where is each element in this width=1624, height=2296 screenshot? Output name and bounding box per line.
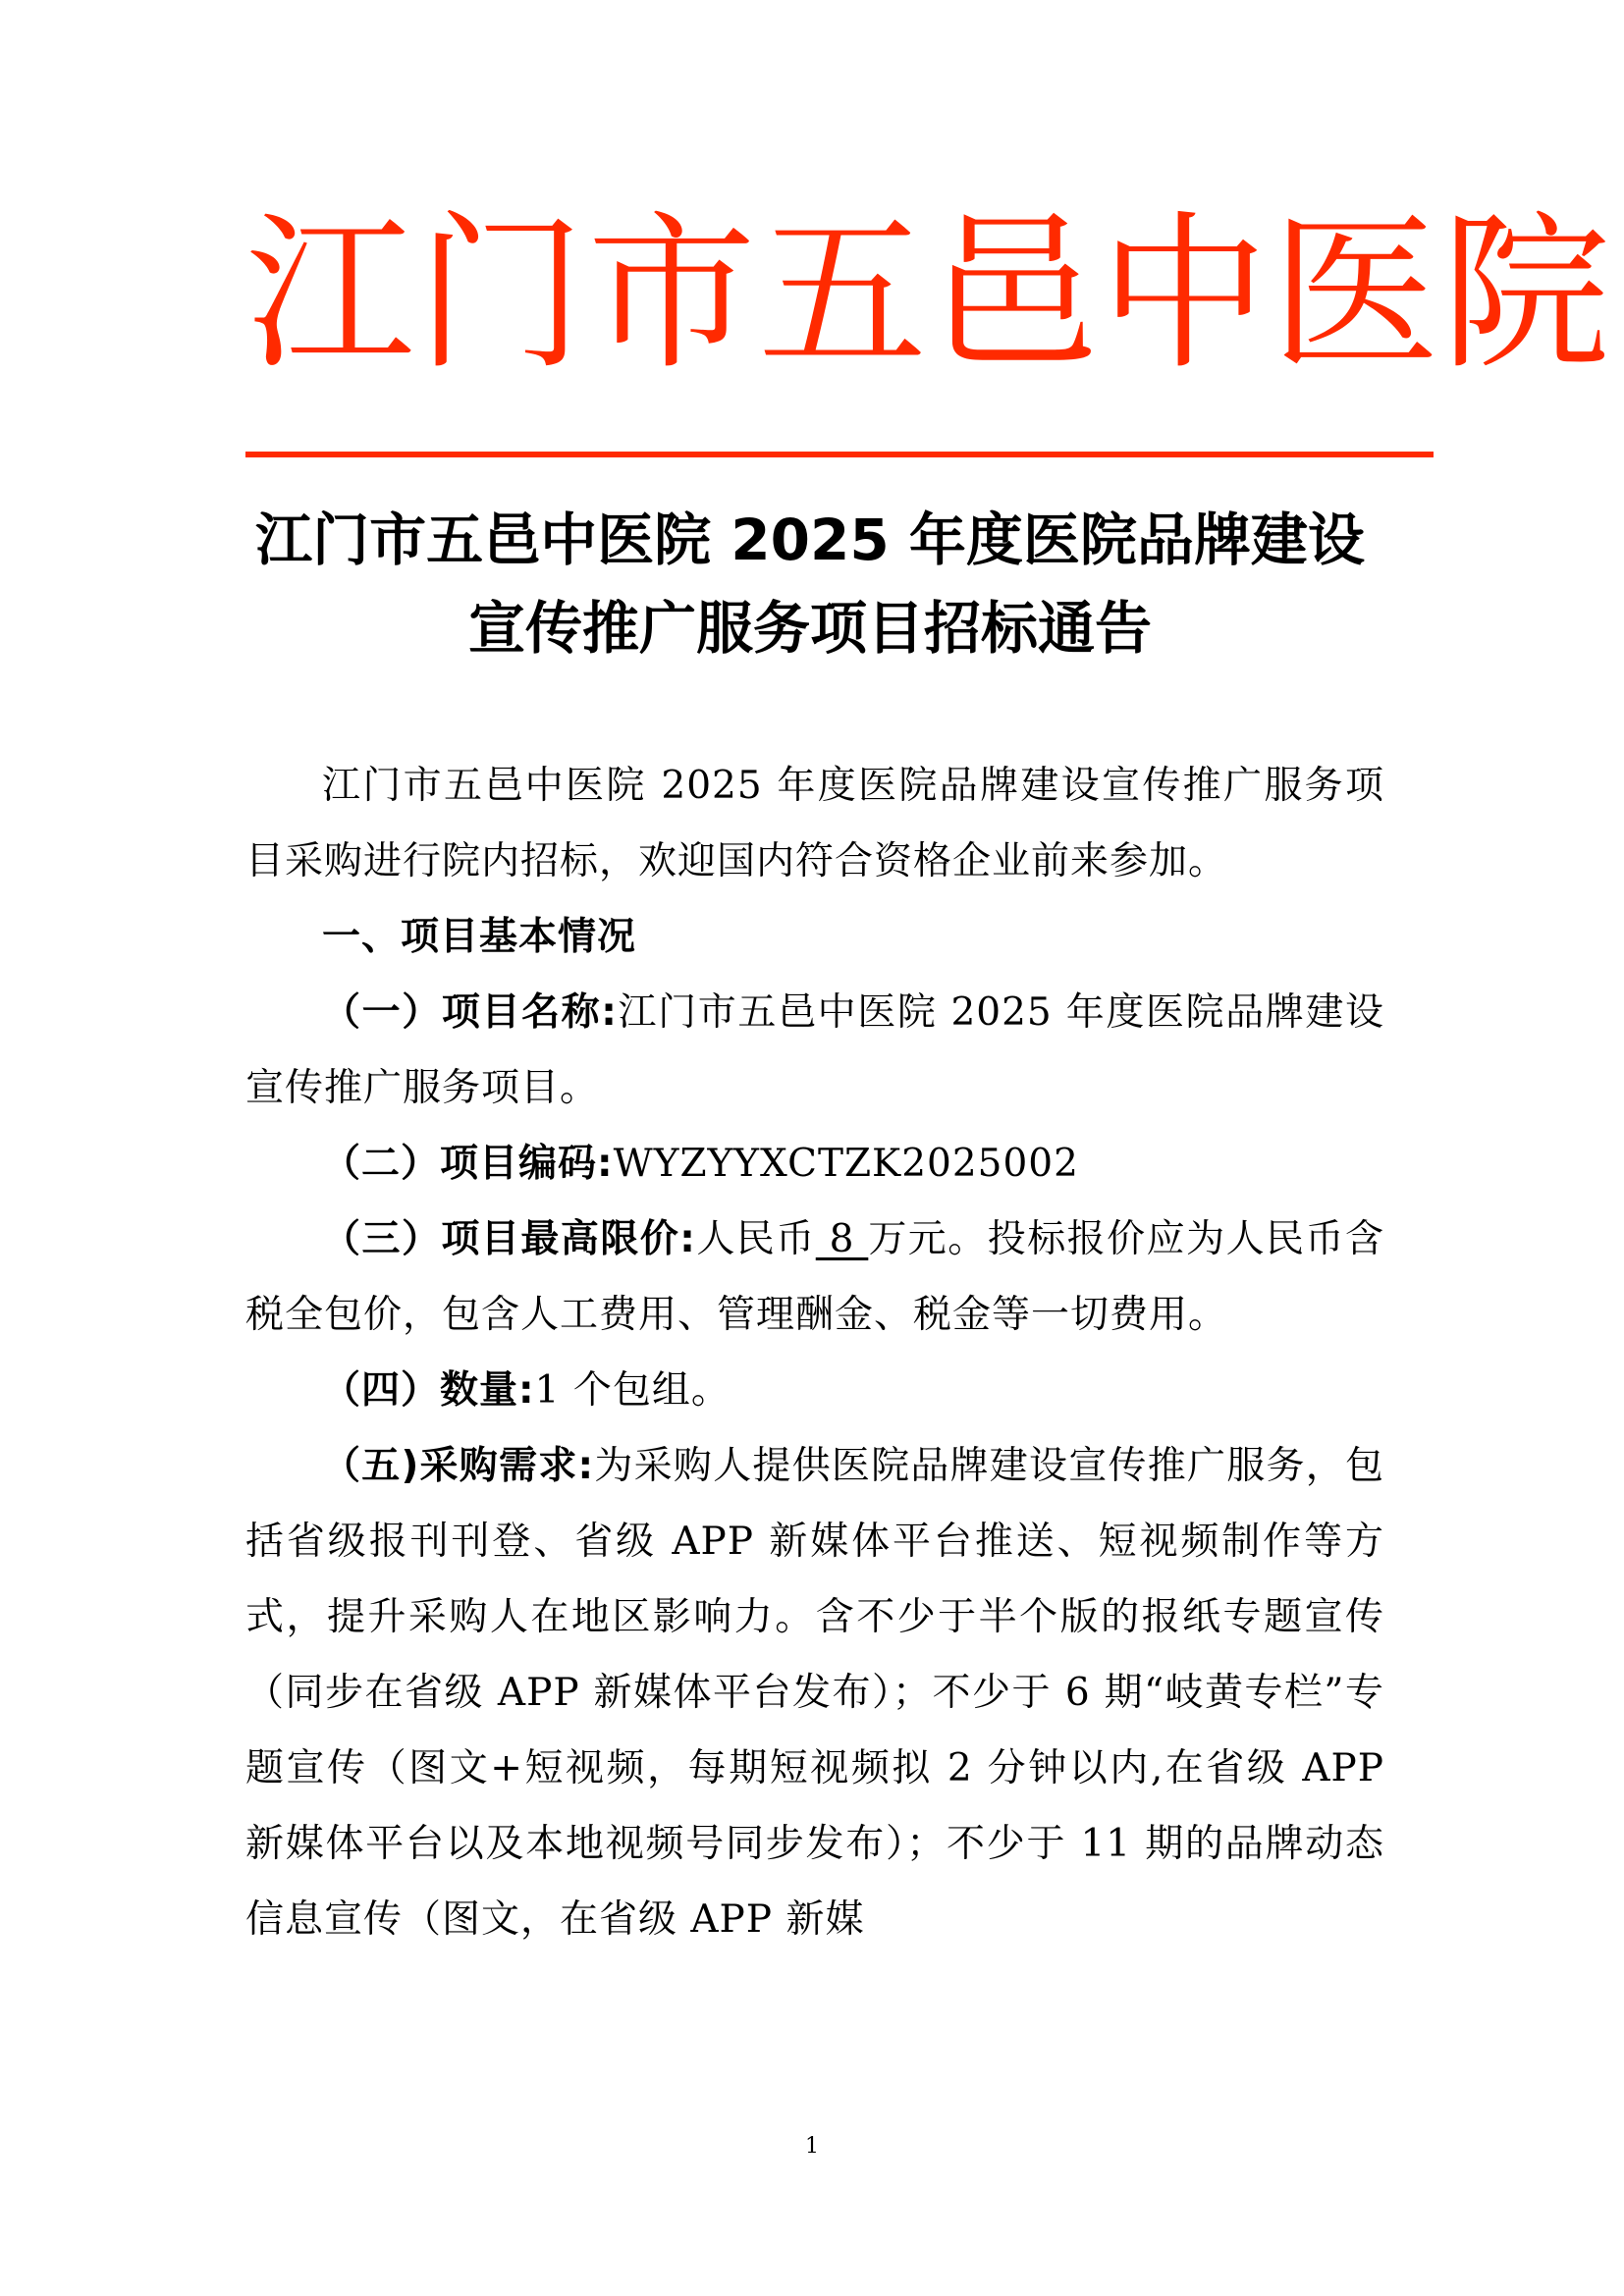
item-text: 人民币 — [695, 1217, 816, 1261]
document-title — [177, 496, 1443, 672]
page-number: 1 — [805, 2134, 819, 2159]
document-body — [245, 748, 1384, 1957]
price-amount: 8 — [815, 1217, 869, 1261]
section-heading-basic-info: 一、项目基本情况 — [322, 915, 637, 959]
document-title-line-2: 宣传推广服务项目招标通告 — [467, 595, 1152, 662]
item-text: 江门市五邑中医院 2025 年度医院品牌建设宣传推广服务项目。 — [245, 990, 1385, 1110]
item-label: （五)采购需求: — [322, 1444, 595, 1488]
item-project-code — [245, 1126, 1384, 1201]
letterhead-org-name: 江门市五邑中医院 — [245, 195, 1612, 393]
item-procurement-needs — [245, 1428, 1384, 1957]
document-title-line-1: 江门市五邑中医院 2025 年度医院品牌建设 — [255, 507, 1365, 573]
item-project-name — [245, 975, 1384, 1126]
item-label: （二）项目编码: — [322, 1142, 614, 1186]
item-label: （四）数量: — [322, 1368, 535, 1413]
item-label: （一）项目名称: — [322, 990, 618, 1035]
item-quantity — [245, 1353, 1384, 1428]
item-label: （三）项目最高限价: — [322, 1217, 696, 1261]
letterhead-red-rule — [245, 452, 1434, 457]
item-text: 万元。投标报价应为人民币含税全包价，包含人工费用、管理酬金、税金等一切费用。 — [245, 1217, 1384, 1337]
intro-paragraph: 江门市五邑中医院 2025 年度医院品牌建设宣传推广服务项目采购进行院内招标，欢迎国内符合资格企业前来参加。 — [245, 764, 1384, 883]
item-text: WYZYYXCTZK2025002 — [613, 1142, 1079, 1186]
item-text: 1 个包组。 — [534, 1368, 731, 1413]
item-text: 为采购人提供医院品牌建设宣传推广服务，包括省级报刊刊登、省级 APP 新媒体平台推送、短视频制作等方式，提升采购人在地区影响力。含不少于半个版的报纸专题宣传（同步在省级 APP 新媒体平台发布）；不少于 6 期“岐黄专栏”专题宣传（图文+短视频，每期短视频拟 2 分钟以内,在省级 APP 新媒体平台以及本地视频号同步发布）；不少于 11 期的品牌动态信息宣传（图文，在省级 APP 新媒 — [245, 1444, 1384, 1942]
item-max-price — [245, 1201, 1384, 1353]
